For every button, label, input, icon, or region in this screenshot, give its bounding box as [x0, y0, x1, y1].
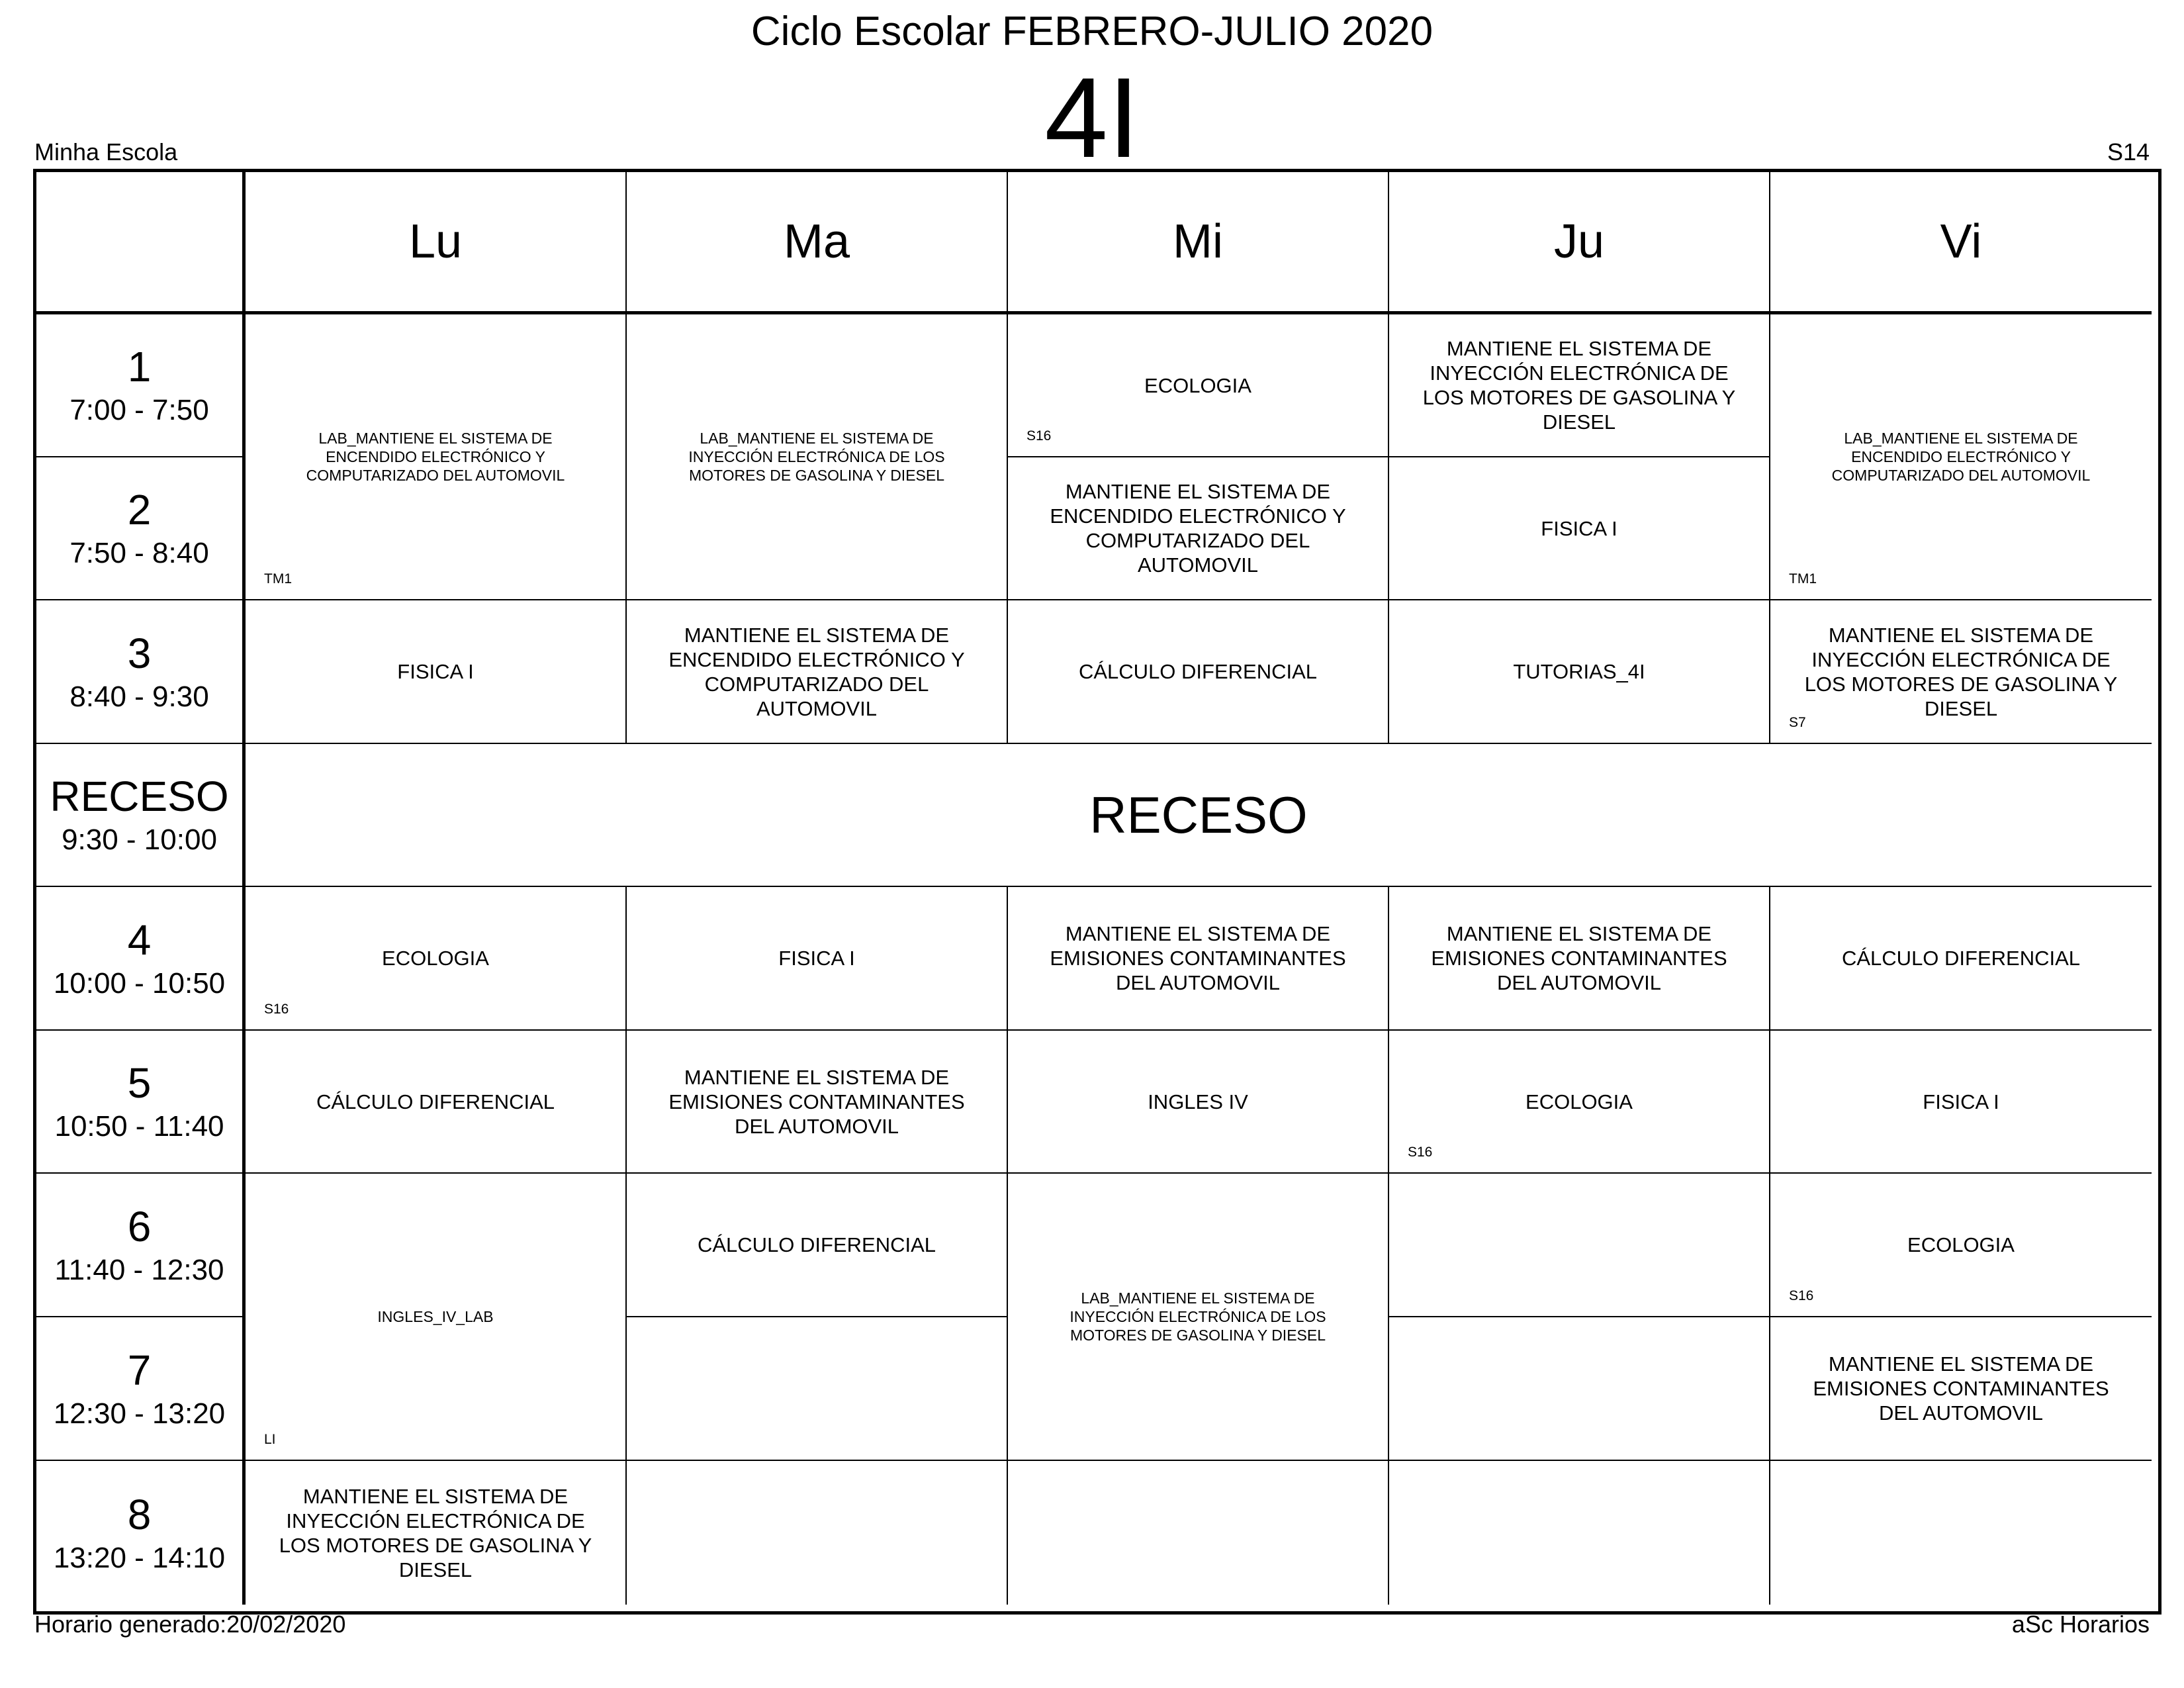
day-label: Lu [408, 215, 463, 268]
lesson-cell [627, 600, 1008, 744]
period-label [36, 600, 246, 744]
empty-cell [1008, 1461, 1389, 1605]
day-header-ju [1389, 172, 1770, 314]
room-label: S16 [1789, 1288, 1814, 1303]
room-label: LI [264, 1432, 276, 1447]
lesson-cell [1008, 887, 1389, 1031]
subject-name: FISICA I [397, 660, 474, 683]
lesson-cell [1389, 1031, 1770, 1174]
room-label: S7 [1789, 715, 1806, 730]
school-name: Minha Escola [34, 138, 178, 165]
lesson-cell [627, 887, 1008, 1031]
room-code: S14 [2107, 138, 2150, 165]
lesson-cell [1389, 457, 1770, 600]
room-label: TM1 [1789, 571, 1817, 586]
subject-name: CÁLCULO DIFERENCIAL [1841, 947, 2081, 970]
period-label [36, 887, 246, 1031]
lesson-cell [246, 887, 627, 1031]
subject-name: ECOLOGIA [1525, 1090, 1633, 1113]
lesson-cell [627, 314, 1008, 600]
lesson-cell [1008, 314, 1389, 457]
period-number: 5 [127, 1059, 152, 1107]
lesson-cell [1008, 1174, 1389, 1461]
lesson-cell [246, 600, 627, 744]
subject-name: INGLES IV [1148, 1090, 1248, 1113]
lesson-cell [1770, 314, 2152, 600]
period-time: 10:50 - 11:40 [54, 1110, 224, 1143]
lesson-cell [1008, 600, 1389, 744]
period-number: 3 [127, 629, 152, 677]
empty-cell [1389, 1317, 1770, 1461]
subject-name: CÁLCULO DIFERENCIAL [1078, 660, 1318, 683]
room-label: S16 [1408, 1145, 1433, 1160]
room-label: S16 [264, 1002, 289, 1017]
software-credit: aSc Horarios [2011, 1611, 2150, 1638]
subject-name: MANTIENE EL SISTEMA DE EMISIONES CONTAMINANTES DEL AUTOMOVIL [1431, 922, 1727, 994]
lesson-cell [246, 314, 627, 600]
subject-name: ECOLOGIA [1144, 373, 1251, 397]
empty-cell [1389, 1461, 1770, 1605]
subject-name: MANTIENE EL SISTEMA DE ENCENDIDO ELECTRÓNICO Y COMPUTARIZADO DEL AUTOMOVIL [1050, 480, 1346, 577]
period-label [36, 1174, 246, 1317]
subject-name: MANTIENE EL SISTEMA DE EMISIONES CONTAMINANTES DEL AUTOMOVIL [668, 1065, 965, 1138]
page-title: Ciclo Escolar FEBRERO-JULIO 2020 [751, 9, 1433, 54]
period-label [36, 1317, 246, 1461]
lesson-cell [1770, 600, 2152, 744]
lesson-cell [1770, 887, 2152, 1031]
recess-label: RECESO [1089, 785, 1308, 844]
day-label: Ju [1553, 215, 1605, 268]
period-time: 13:20 - 14:10 [53, 1541, 226, 1574]
subject-name: INGLES_IV_LAB [377, 1308, 494, 1325]
day-header-mi [1008, 172, 1389, 314]
period-number: 8 [127, 1490, 152, 1538]
empty-cell [1389, 1174, 1770, 1317]
timetable-grid [33, 169, 2161, 1615]
subject-name: FISICA I [778, 947, 855, 970]
subject-name: MANTIENE EL SISTEMA DE EMISIONES CONTAMINANTES DEL AUTOMOVIL [1050, 922, 1346, 994]
lesson-cell [627, 1031, 1008, 1174]
period-time: 8:40 - 9:30 [69, 680, 209, 713]
subject-name: LAB_MANTIENE EL SISTEMA DE INYECCIÓN ELECTRÓNICA DE LOS MOTORES DE GASOLINA Y DIESEL [1069, 1289, 1326, 1344]
recess-banner [246, 744, 2152, 887]
lesson-cell [1008, 1031, 1389, 1174]
period-number: 2 [127, 486, 152, 534]
lesson-cell [1770, 1174, 2152, 1317]
period-time: 9:30 - 10:00 [62, 823, 217, 856]
lesson-cell [246, 1031, 627, 1174]
lesson-cell [1770, 1031, 2152, 1174]
room-label: TM1 [264, 571, 292, 586]
period-label [36, 1461, 246, 1605]
period-time: 10:00 - 10:50 [53, 966, 226, 1000]
subject-name: CÁLCULO DIFERENCIAL [316, 1090, 555, 1113]
subject-name: MANTIENE EL SISTEMA DE INYECCIÓN ELECTRÓNICA DE LOS MOTORES DE GASOLINA Y DIESEL [1422, 337, 1736, 434]
period-time: 11:40 - 12:30 [54, 1253, 224, 1286]
empty-cell [627, 1317, 1008, 1461]
room-label: S16 [1026, 428, 1052, 444]
day-label: Mi [1173, 215, 1223, 268]
subject-name: CÁLCULO DIFERENCIAL [697, 1233, 936, 1256]
lesson-cell [1389, 600, 1770, 744]
period-label [36, 1031, 246, 1174]
day-label: Ma [783, 215, 850, 268]
subject-name: FISICA I [1541, 516, 1617, 540]
period-number: 1 [127, 343, 152, 391]
period-number: 4 [127, 915, 152, 964]
day-header-vi [1770, 172, 2152, 314]
subject-name: LAB_MANTIENE EL SISTEMA DE ENCENDIDO ELECTRÓNICO Y COMPUTARIZADO DEL AUTOMOVIL [306, 430, 565, 484]
subject-name: MANTIENE EL SISTEMA DE INYECCIÓN ELECTRÓNICA DE LOS MOTORES DE GASOLINA Y DIESEL [279, 1484, 592, 1581]
day-header-lu [246, 172, 627, 314]
subject-name: MANTIENE EL SISTEMA DE EMISIONES CONTAMINANTES DEL AUTOMOVIL [1813, 1352, 2109, 1425]
period-time: 7:00 - 7:50 [69, 394, 209, 426]
lesson-cell [246, 1461, 627, 1605]
group-name: 4I [1044, 54, 1140, 181]
lesson-cell [1389, 887, 1770, 1031]
generated-date: Horario generado:20/02/2020 [34, 1611, 346, 1638]
subject-name: LAB_MANTIENE EL SISTEMA DE INYECCIÓN ELECTRÓNICA DE LOS MOTORES DE GASOLINA Y DIESEL [688, 430, 945, 484]
day-label: Vi [1940, 215, 1982, 268]
lesson-cell [1389, 314, 1770, 457]
lesson-cell [246, 1174, 627, 1461]
subject-name: MANTIENE EL SISTEMA DE ENCENDIDO ELECTRÓNICO Y COMPUTARIZADO DEL AUTOMOVIL [668, 623, 965, 720]
period-number: 6 [127, 1202, 152, 1250]
subject-name: FISICA I [1923, 1090, 1999, 1113]
empty-cell [627, 1461, 1008, 1605]
period-time: 12:30 - 13:20 [53, 1397, 226, 1430]
period-label [36, 314, 246, 457]
period-number: RECESO [50, 773, 229, 820]
corner-cell [36, 172, 246, 314]
lesson-cell [1770, 1317, 2152, 1461]
subject-name: ECOLOGIA [382, 947, 489, 970]
period-time: 7:50 - 8:40 [69, 537, 209, 569]
lesson-cell [1008, 457, 1389, 600]
subject-name: TUTORIAS_4I [1513, 660, 1645, 683]
empty-cell [1770, 1461, 2152, 1605]
period-label-recess [36, 744, 246, 887]
subject-name: MANTIENE EL SISTEMA DE INYECCIÓN ELECTRÓNICA DE LOS MOTORES DE GASOLINA Y DIESEL [1804, 623, 2118, 720]
subject-name: ECOLOGIA [1907, 1233, 2015, 1256]
day-header-ma [627, 172, 1008, 314]
subject-name: LAB_MANTIENE EL SISTEMA DE ENCENDIDO ELECTRÓNICO Y COMPUTARIZADO DEL AUTOMOVIL [1831, 430, 2091, 484]
lesson-cell [627, 1174, 1008, 1317]
period-label [36, 457, 246, 600]
period-number: 7 [127, 1346, 152, 1394]
